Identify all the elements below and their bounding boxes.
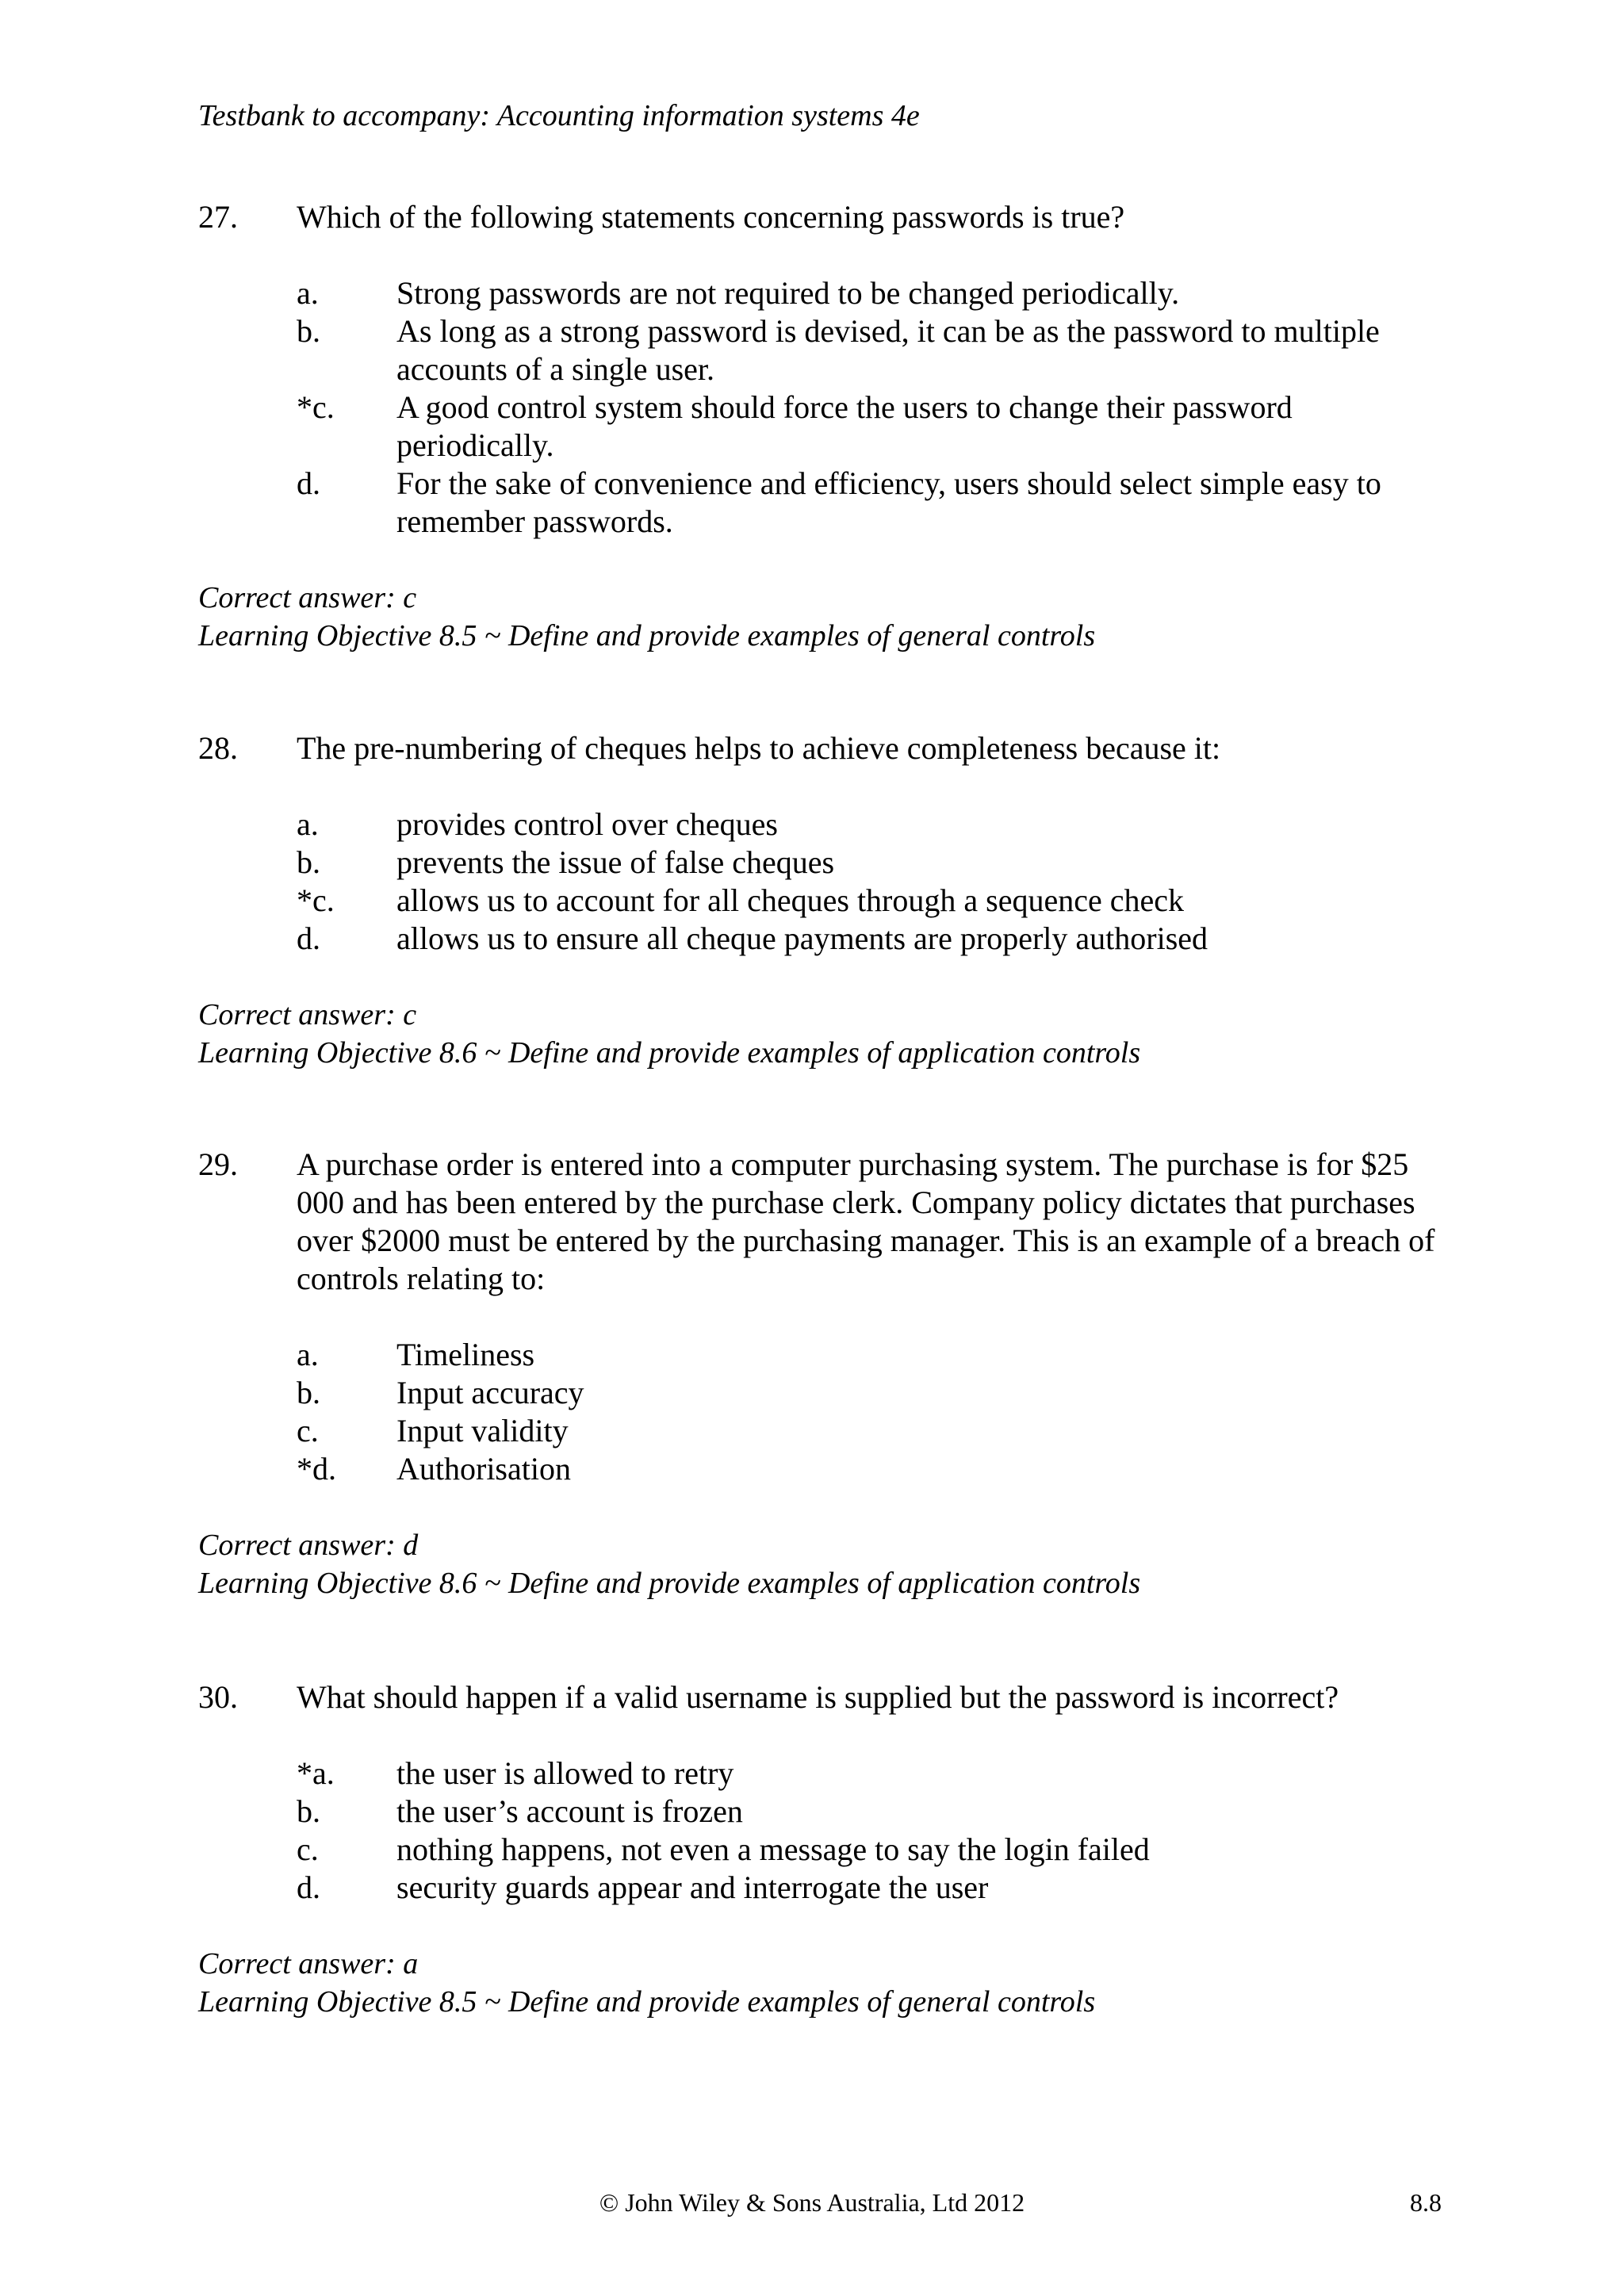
option-text: nothing happens, not even a message to say the login failed (396, 1831, 1150, 1867)
option-item (198, 882, 1451, 920)
correct-answer: Correct answer: d (198, 1529, 419, 1562)
option-text: A good control system should force the users to change their password periodically. (396, 389, 1293, 463)
option-label: a. (297, 275, 319, 311)
option-label: b. (297, 313, 320, 349)
option-text: provides control over cheques (396, 806, 778, 842)
option-text: For the sake of convenience and efficiency, users should select simple easy to remember passwords. (396, 465, 1381, 539)
option-item (198, 806, 1451, 844)
page-number: 8.8 (1410, 2188, 1442, 2217)
option-text: allows us to ensure all cheque payments are properly authorised (396, 920, 1208, 956)
learning-objective: Learning Objective 8.5 ~ Define and provide examples of general controls (198, 619, 1096, 652)
option-text: prevents the issue of false cheques (396, 844, 835, 880)
option-label: b. (297, 844, 320, 880)
option-item (198, 1869, 1451, 1907)
option-item (198, 312, 1451, 388)
option-label: d. (297, 465, 320, 501)
question-text: What should happen if a valid username is supplied but the password is incorrect? (297, 1679, 1339, 1715)
correct-answer: Correct answer: c (198, 581, 417, 614)
option-item (198, 1793, 1451, 1831)
option-text: Strong passwords are not required to be changed periodically. (396, 275, 1180, 311)
option-text: the user is allowed to retry (396, 1755, 734, 1791)
option-text: Input validity (396, 1413, 569, 1448)
option-item (198, 920, 1451, 958)
option-item (198, 844, 1451, 882)
question-text: The pre-numbering of cheques helps to achieve completeness because it: (297, 730, 1221, 766)
question-number: 27. (198, 199, 238, 235)
footer-copyright: © John Wiley & Sons Australia, Ltd 2012 (599, 2188, 1025, 2217)
option-label: *a. (297, 1755, 335, 1791)
option-item (198, 1374, 1451, 1412)
option-label: d. (297, 920, 320, 956)
option-text: security guards appear and interrogate the user (396, 1869, 989, 1905)
option-label: *c. (297, 389, 335, 425)
option-label: d. (297, 1869, 320, 1905)
option-label: *d. (297, 1451, 336, 1487)
option-item (198, 1412, 1451, 1450)
learning-objective: Learning Objective 8.6 ~ Define and provide examples of application controls (198, 1036, 1141, 1070)
option-item (198, 1336, 1451, 1374)
page-header: Testbank to accompany: Accounting information systems 4e (198, 99, 920, 132)
option-label: *c. (297, 882, 335, 918)
option-label: c. (297, 1413, 319, 1448)
option-label: b. (297, 1375, 320, 1410)
question-number: 29. (198, 1146, 238, 1182)
option-label: b. (297, 1793, 320, 1829)
learning-objective: Learning Objective 8.6 ~ Define and provide examples of application controls (198, 1567, 1141, 1600)
option-text: Authorisation (396, 1451, 571, 1487)
option-item (198, 465, 1451, 541)
option-text: As long as a strong password is devised, it can be as the password to multiple accounts of a single user. (396, 313, 1380, 387)
option-label: a. (297, 1337, 319, 1372)
option-text: Input accuracy (396, 1375, 584, 1410)
question-28 (198, 729, 1451, 1072)
learning-objective: Learning Objective 8.5 ~ Define and provide examples of general controls (198, 1985, 1096, 2019)
question-27 (198, 198, 1451, 655)
option-list (198, 1755, 1451, 1907)
option-text: Timeliness (396, 1337, 535, 1372)
question-text: A purchase order is entered into a computer purchasing system. The purchase is for $25 000 and has been entered by the purchase clerk. Company policy dictates that purchases over $2000 must be entered by the purchasing manager. This is an example of a breach of controls relating to: (297, 1146, 1435, 1296)
question-number: 30. (198, 1679, 238, 1715)
question-29 (198, 1146, 1451, 1602)
option-item (198, 1450, 1451, 1488)
option-text: the user’s account is frozen (396, 1793, 743, 1829)
option-text: allows us to account for all cheques through a sequence check (396, 882, 1184, 918)
option-item (198, 1755, 1451, 1793)
correct-answer: Correct answer: a (198, 1947, 419, 1980)
option-label: a. (297, 806, 319, 842)
correct-answer: Correct answer: c (198, 998, 417, 1031)
question-30 (198, 1678, 1451, 2021)
option-list (198, 274, 1451, 541)
option-list (198, 1336, 1451, 1488)
option-list (198, 806, 1451, 958)
question-number: 28. (198, 730, 238, 766)
option-item (198, 274, 1451, 312)
option-label: c. (297, 1831, 319, 1867)
question-text: Which of the following statements concerning passwords is true? (297, 199, 1125, 235)
option-item (198, 388, 1451, 465)
option-item (198, 1831, 1451, 1869)
